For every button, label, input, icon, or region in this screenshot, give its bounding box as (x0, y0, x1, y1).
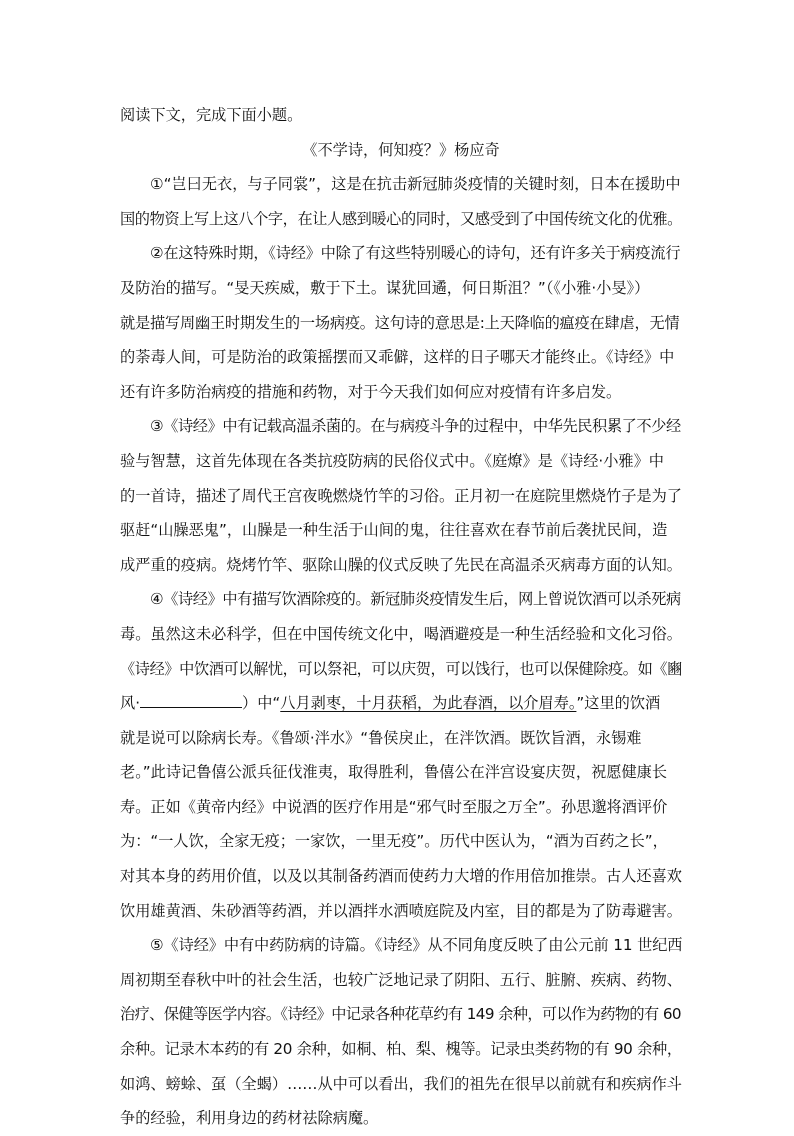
document-body (120, 98, 682, 1136)
text-line: ⑤《诗经》中有中药防病的诗篇。《诗经》从不同角度反映了由公元前 11 世纪西 (150, 936, 683, 955)
text-line: 驱赶“山臊恶鬼”，山臊是一种生活于山间的鬼，往往喜欢在春节前后袭扰民间，造 (120, 521, 668, 540)
text-line: 周初期至春秋中叶的社会生活，也较广泛地记录了阴阳、五行、脏腑、疾病、药物、 (120, 970, 682, 989)
article-title: 《不学诗，何知疫？》杨应奇 (302, 140, 500, 159)
text-line: ③《诗经》中有记载高温杀菌的。在与病疫斗争的过程中，中华先民积累了不少经 (150, 417, 681, 436)
text-line: 老。”此诗记鲁僖公派兵征伐淮夷，取得胜利，鲁僖公在泮宫设宴庆贺，祝愿健康长 (120, 763, 668, 782)
text-fragment: ”这里的饮酒 (576, 694, 661, 713)
text-line: 验与智慧，这首先体现在各类抗疫防病的民俗仪式中。《庭燎》是《诗经·小雅》中 (120, 451, 664, 470)
paragraph-5 (120, 928, 682, 1136)
text-line: 的一首诗，描述了周代王宫夜晚燃烧竹竿的习俗。正月初一在庭院里燃烧竹子是为了 (120, 486, 682, 505)
text-line: 及防治的描写。“旻天疾威，敷于下土。谋犹回遹，何日斯沮？”（《小雅·小旻》） (120, 278, 650, 297)
text-line: 还有许多防治病疫的措施和药物，对于今天我们如何应对疫情有许多启发。 (120, 382, 622, 401)
text-line: 国的物资上写上这八个字，在让人感到暖心的同时，又感受到了中国传统文化的优雅。 (120, 209, 682, 228)
text-line: 治疗、保健等医学内容。《诗经》中记录各种花草约有 149 余种，可以作为药物的有 60 (120, 1005, 681, 1024)
text-line: ①“岂曰无衣，与子同裳”，这是在抗击新冠肺炎疫情的关键时刻，日本在援助中 (150, 175, 681, 194)
text-line: ②在这特殊时期，《诗经》中除了有这些特别暖心的诗句，还有许多关于病疫流行 (150, 244, 681, 263)
text-line: 饮用雄黄酒、朱砂酒等药酒，并以酒拌水洒喷庭院及内室，目的都是为了防毒避害。 (120, 901, 682, 920)
instruction: 阅读下文，完成下面小题。 (120, 106, 303, 124)
text-fragment: 风· (120, 694, 141, 713)
text-fragment: ）中“ (242, 694, 281, 713)
text-line: 寿。正如《黄帝内经》中说酒的医疗作用是“邪气时至服之万全”。孙思邈将酒评价 (120, 797, 668, 816)
text-line: 对其本身的药用价值，以及以其制备药酒而使药力大增的作用倍加推崇。古人还喜欢 (120, 867, 682, 886)
paragraph-3 (120, 409, 682, 582)
text-line: ④《诗经》中有描写饮酒除疫的。新冠肺炎疫情发生后，网上曾说饮酒可以杀死病 (150, 590, 681, 609)
underlined-quote: 八月剥枣，十月获稻，为此春酒，以介眉寿。 (280, 694, 577, 713)
text-line: 《诗经》中饮酒可以解忧，可以祭祀，可以庆贺，可以饯行，也可以保健除疫。如《豳 (120, 659, 682, 678)
text-line: 就是描写周幽王时期发生的一场病疫。这句诗的意思是:上天降临的瘟疫在肆虐，无情 (120, 313, 680, 332)
text-line: 成严重的疫病。烧烤竹竿、驱除山臊的仪式反映了先民在高温杀灭病毒方面的认知。 (120, 555, 682, 574)
text-line: 争的经验，利用身边的药材祛除病魔。 (120, 1109, 379, 1128)
text-line: 就是说可以除病长寿。《鲁颂·泮水》“鲁侯戾止，在泮饮酒。既饮旨酒，永锡难 (120, 728, 642, 747)
text-line: 如鸿、螃蜍、虿（全蝎）……从中可以看出，我们的祖先在很早以前就有和疾病作斗 (120, 1074, 682, 1093)
paragraph-2 (120, 236, 682, 409)
text-line: 的荼毒人间，可是防治的政策摇摆而又乖僻，这样的日子哪天才能终止。《诗经》中 (120, 348, 675, 367)
paragraph-1 (120, 167, 682, 236)
text-line: 为：“一人饮，全家无疫；一家饮，一里无疫”。历代中医认为，“酒为百药之长”， (120, 832, 668, 851)
text-line: 毒。虽然这未必科学，但在中国传统文化中，喝酒避疫是一种生活经验和文化习俗。 (120, 624, 682, 643)
fill-in-blank[interactable] (140, 692, 242, 708)
text-line-with-blank (120, 686, 682, 721)
paragraph-4 (120, 582, 682, 928)
text-line: 余种。记录木本药的有 20 余种，如桐、柏、梨、槐等。记录虫类药物的有 90 余种， (120, 1040, 682, 1059)
